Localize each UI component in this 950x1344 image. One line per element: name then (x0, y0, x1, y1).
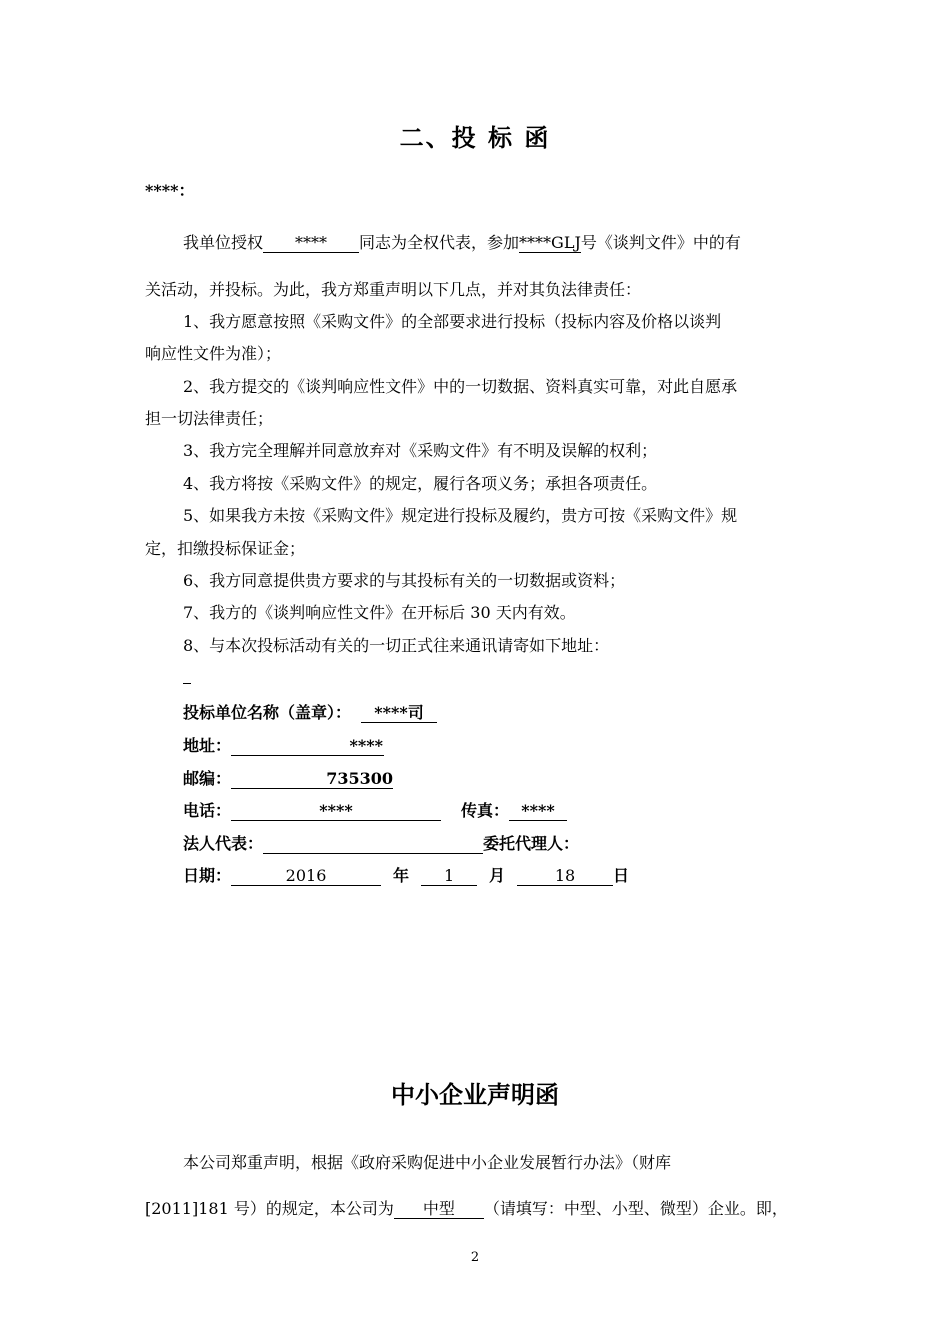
sme-line-2-text-2: （请填写：中型、小型、微型）企业。即， (483, 1199, 788, 1218)
day-field: 18 (517, 867, 613, 886)
sme-line-2-text-1: [2011]181 号）的规定，本公司为 (145, 1199, 394, 1218)
postcode-label: 邮编： (183, 769, 232, 788)
intro-line-2: 关活动，并投标。为此，我方郑重声明以下几点，并对其负法律责任： (145, 280, 642, 299)
item-2-line-1: 2、我方提交的《谈判响应性文件》中的一切数据、资料真实可靠，对此自愿承 (183, 377, 738, 396)
authorized-person-field: **** (263, 234, 359, 253)
legal-rep-field (263, 835, 483, 854)
addressee: ****： (145, 181, 195, 200)
phone-field: **** (231, 802, 441, 821)
postcode-row (183, 766, 393, 789)
legal-rep-label: 法人代表： (183, 834, 264, 853)
sme-line-2 (145, 1196, 788, 1219)
item-2-line-2: 担一切法律责任； (145, 409, 274, 428)
page-number: 2 (470, 1250, 480, 1265)
date-row (183, 863, 629, 886)
company-label: 投标单位名称（盖章）： (183, 703, 352, 722)
day-label: 日 (613, 866, 630, 885)
legal-rep-row (183, 831, 579, 854)
enterprise-type-field: 中型 (394, 1200, 484, 1219)
phone-label: 电话： (183, 801, 232, 820)
agent-label: 委托代理人： (483, 834, 580, 853)
date-label: 日期： (183, 866, 232, 885)
item-5-line-1: 5、如果我方未按《采购文件》规定进行投标及履约，贵方可按《采购文件》规 (183, 506, 738, 525)
month-field: 1 (421, 867, 477, 886)
item-5-line-2: 定，扣缴投标保证金； (145, 539, 306, 558)
project-number-field: ****GLJ (519, 233, 581, 252)
item-8: 8、与本次投标活动有关的一切正式往来通讯请寄如下地址： (183, 636, 610, 655)
intro-line-1 (183, 230, 741, 253)
intro-text-2: 同志为全权代表，参加 (359, 233, 520, 252)
address-row (183, 733, 384, 756)
address-label: 地址： (183, 736, 232, 755)
item-7: 7、我方的《谈判响应性文件》在开标后 30 天内有效。 (183, 603, 576, 622)
postcode-field: 735300 (231, 770, 393, 789)
intro-text-3: 号《谈判文件》中的有 (580, 233, 741, 252)
sme-line-1: 本公司郑重声明，根据《政府采购促进中小企业发展暂行办法》（财库 (183, 1153, 672, 1172)
year-label: 年 (393, 866, 410, 885)
fax-label: 传真： (461, 801, 510, 820)
item-3: 3、我方完全理解并同意放弃对《采购文件》有不明及误解的权利； (183, 441, 658, 460)
month-label: 月 (489, 866, 506, 885)
item-1-line-2: 响应性文件为准）； (145, 344, 282, 363)
item-1-line-1: 1、我方愿意按照《采购文件》的全部要求进行投标（投标内容及价格以谈判 (183, 312, 722, 331)
sme-letter-title: 中小企业声明函 (391, 1080, 559, 1109)
company-field: ****司 (361, 704, 437, 723)
address-field: **** (231, 737, 384, 756)
company-name-row (183, 700, 437, 723)
stray-underline (183, 683, 191, 684)
fax-field: **** (509, 802, 567, 821)
phone-fax-row (183, 798, 567, 821)
item-6: 6、我方同意提供贵方要求的与其投标有关的一切数据或资料； (183, 571, 626, 590)
intro-text-1: 我单位授权 (183, 233, 264, 252)
bid-letter-title: 二、投 标 函 (399, 123, 551, 152)
item-4: 4、我方将按《采购文件》的规定，履行各项义务；承担各项责任。 (183, 474, 658, 493)
year-field: 2016 (231, 867, 381, 886)
